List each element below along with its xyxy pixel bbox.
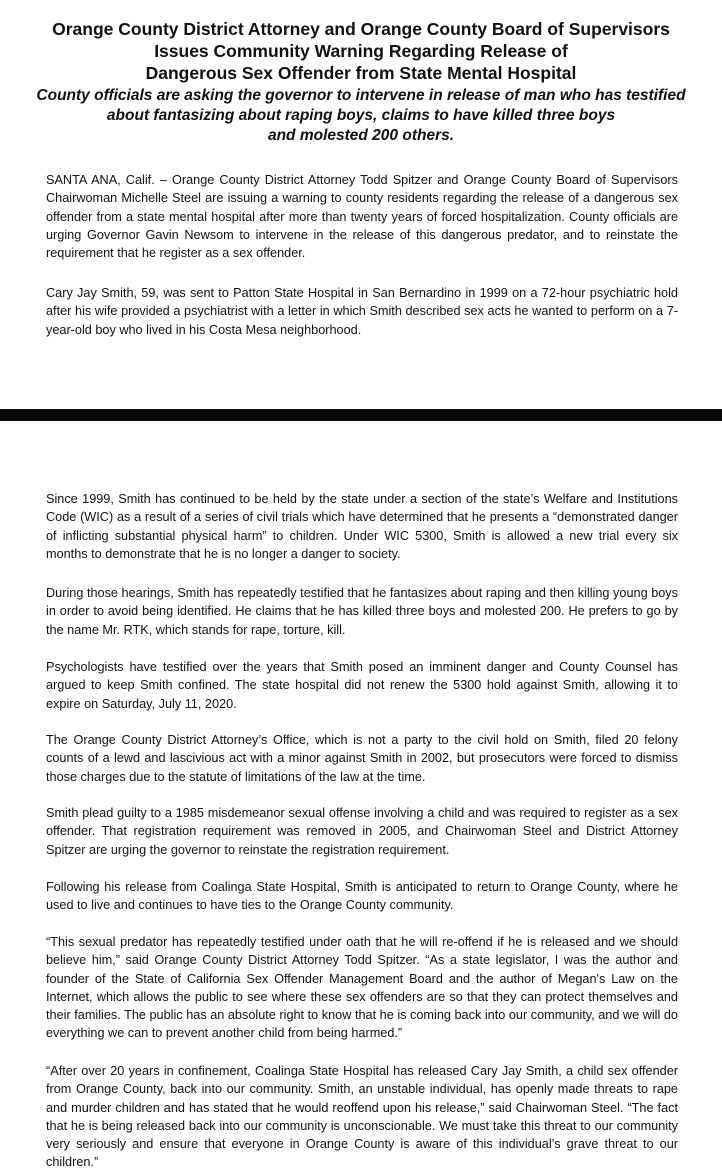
page-break-divider: [0, 409, 722, 421]
paragraph-background: Cary Jay Smith, 59, was sent to Patton State Hospital in San Bernardino in 1999 on a 72-hour psychiatric hold after his wife provided a psychiatrist with a letter in which Smith described sex acts he wanted to perform on a 7-year-old boy who lived in his Costa Mesa neighborhood.: [46, 286, 678, 337]
subhead-line-2: about fantasizing about raping boys, claims to have killed three boys: [106, 107, 616, 124]
paragraph-steel-quote: “After over 20 years in confinement, Coalinga State Hospital has released Cary Jay Smith, a child sex offender from Orange County, back into our community. Smith, an unstable individual, has openly made threats to rape and murder children and has stated that he would reoffend upon his release,” said Chairwoman Steel. “The fact that he is being released back into our community is unconscionable. We must take this threat to our community very seriously and ensure that everyone in Orange County is aware of this individual’s grave threat to our children.”: [46, 1064, 678, 1170]
headline: [20, 18, 702, 84]
paragraph-release: Following his release from Coalinga State Hospital, Smith is anticipated to return to Orange County, where he used to live and continues to have ties to the Orange County community.: [46, 880, 678, 913]
subhead-line-3: and molested 200 others.: [267, 127, 455, 144]
press-release-header: [20, 18, 702, 146]
paragraph-spitzer-quote: “This sexual predator has repeatedly testified under oath that he will re-offend if he is released and we should believe him,” said Orange County District Attorney Todd Spitzer. “As a state legislator, I was the author and founder of the State of California Sex Offender Management Board and the author of Megan's Law on the Internet, which allows the public to see where these sex offenders are so that they can protect themselves and their families. The public has an absolute right to know that he is coming back into our community, and we will do everything we can to prevent another child from being harmed.”: [46, 935, 678, 1041]
paragraph-registration: Smith plead guilty to a 1985 misdemeanor sexual offense involving a child and was required to register as a sex offender. That registration requirement was removed in 2005, and Chairwoman Steel and District Attorney Spitzer are urging the governor to reinstate the registration requirement.: [46, 806, 678, 857]
paragraph-testimony: During those hearings, Smith has repeatedly testified that he fantasizes about raping and then killing young boys in order to avoid being identified. He claims that he has killed three boys and molested 200. He prefers to go by the name Mr. RTK, which stands for rape, torture, kill.: [46, 586, 678, 637]
paragraph-intro: SANTA ANA, Calif. – Orange County District Attorney Todd Spitzer and Orange County Board of Supervisors Chairwoman Michelle Steel are issuing a warning to county residents regarding the release of a dangerous sex offender from a state mental hospital after more than twenty years of forced hospitalization. County officials are urging Governor Gavin Newsom to intervene in the release of this dangerous predator, and to reinstate the requirement that he register as a sex offender.: [46, 173, 678, 261]
headline-line-3: Dangerous Sex Offender from State Mental Hospital: [145, 63, 577, 83]
subheadline: [20, 86, 702, 146]
headline-line-2: Issues Community Warning Regarding Release of: [154, 41, 568, 61]
subhead-line-1: County officials are asking the governor to intervene in release of man who has testified: [36, 87, 686, 104]
headline-line-1: Orange County District Attorney and Orange County Board of Supervisors: [52, 19, 670, 39]
paragraph-felony-counts: The Orange County District Attorney’s Office, which is not a party to the civil hold on Smith, filed 20 felony counts of a lewd and lascivious act with a minor against Smith in 2002, but prosecutors were forced to dismiss those charges due to the statute of limitations of the law at the time.: [46, 733, 678, 784]
paragraph-civil-hold: Since 1999, Smith has continued to be held by the state under a section of the state’s Welfare and Institutions Code (WIC) as a result of a series of civil trials which have determined that he presents a “demonstrated danger of inflicting substantial physical harm” to children. Under WIC 5300, Smith is allowed a new trial every six months to demonstrate that he is no longer a danger to society.: [46, 492, 678, 561]
paragraph-psychologists: Psychologists have testified over the years that Smith posed an imminent danger and County Counsel has argued to keep Smith confined. The state hospital did not renew the 5300 hold against Smith, allowing it to expire on Saturday, July 11, 2020.: [46, 660, 678, 711]
